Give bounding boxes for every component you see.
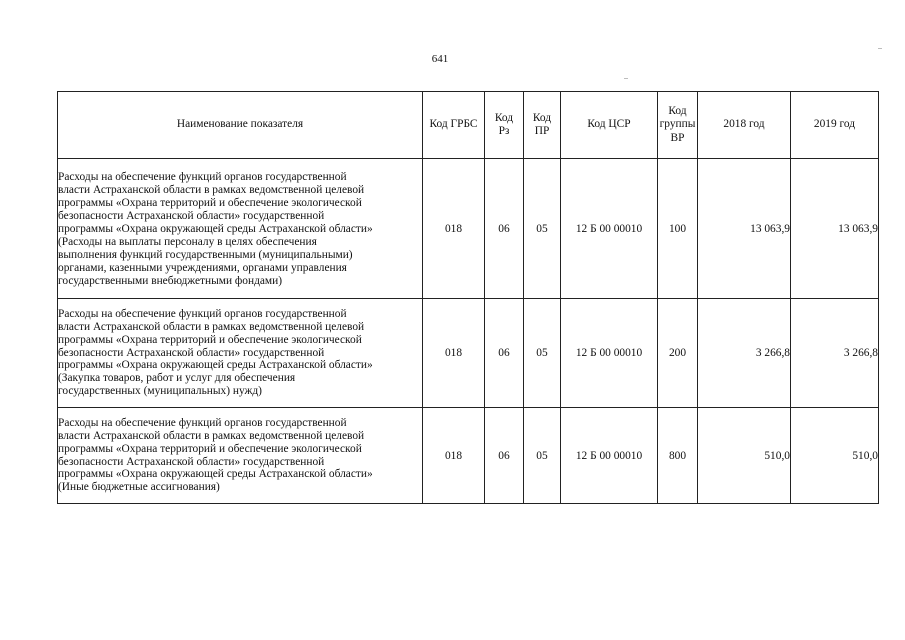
header-2019: 2019 год bbox=[791, 92, 879, 159]
row-2018: 510,0 bbox=[698, 408, 791, 504]
row-rz: 06 bbox=[485, 408, 524, 504]
row-csr: 12 Б 00 00010 bbox=[561, 299, 658, 408]
row-csr: 12 Б 00 00010 bbox=[561, 408, 658, 504]
row-2019: 510,0 bbox=[791, 408, 879, 504]
row-2019: 13 063,9 bbox=[791, 159, 879, 299]
row-2019: 3 266,8 bbox=[791, 299, 879, 408]
row-grbs: 018 bbox=[423, 408, 485, 504]
row-2018: 13 063,9 bbox=[698, 159, 791, 299]
header-vr: Код группы ВР bbox=[658, 92, 698, 159]
row-name: Расходы на обеспечение функций органов государственной власти Астраханской области в рамках ведомственной целевой программы «Охрана территорий и обеспечение экологической безопасности Астраханской области» государственной программы «Охрана окружающей среды Астраханской области» (Иные бюджетные ассигнования) bbox=[58, 408, 423, 504]
row-name: Расходы на обеспечение функций органов государственной власти Астраханской области в рамках ведомственной целевой программы «Охрана территорий и обеспечение экологической безопасности Астраханской области» государственной программы «Охрана окружающей среды Астраханской области» (Расходы на выплаты персоналу в целях обеспечения выполнения функций государственными (муниципальными) органами, казенными учреждениями, органами управления государственными внебюджетными фондами) bbox=[58, 159, 423, 299]
row-2018: 3 266,8 bbox=[698, 299, 791, 408]
header-2018: 2018 год bbox=[698, 92, 791, 159]
header-pr: Код ПР bbox=[524, 92, 561, 159]
header-csr: Код ЦСР bbox=[561, 92, 658, 159]
row-rz: 06 bbox=[485, 159, 524, 299]
row-vr: 100 bbox=[658, 159, 698, 299]
table-header-row bbox=[58, 92, 879, 159]
table-row bbox=[58, 299, 879, 408]
header-name: Наименование показателя bbox=[58, 92, 423, 159]
row-vr: 800 bbox=[658, 408, 698, 504]
table-row bbox=[58, 159, 879, 299]
row-pr: 05 bbox=[524, 299, 561, 408]
header-rz: Код Рз bbox=[485, 92, 524, 159]
scan-mark bbox=[624, 78, 628, 79]
row-rz: 06 bbox=[485, 299, 524, 408]
budget-table bbox=[57, 91, 879, 504]
row-csr: 12 Б 00 00010 bbox=[561, 159, 658, 299]
row-pr: 05 bbox=[524, 408, 561, 504]
row-grbs: 018 bbox=[423, 299, 485, 408]
row-grbs: 018 bbox=[423, 159, 485, 299]
row-pr: 05 bbox=[524, 159, 561, 299]
row-name: Расходы на обеспечение функций органов государственной власти Астраханской области в рамках ведомственной целевой программы «Охрана территорий и обеспечение экологической безопасности Астраханской области» государственной программы «Охрана окружающей среды Астраханской области» (Закупка товаров, работ и услуг для обеспечения государственных (муниципальных) нужд) bbox=[58, 299, 423, 408]
table-row bbox=[58, 408, 879, 504]
page-number: 641 bbox=[431, 53, 449, 65]
row-vr: 200 bbox=[658, 299, 698, 408]
header-grbs: Код ГРБС bbox=[423, 92, 485, 159]
scan-mark bbox=[878, 48, 882, 49]
